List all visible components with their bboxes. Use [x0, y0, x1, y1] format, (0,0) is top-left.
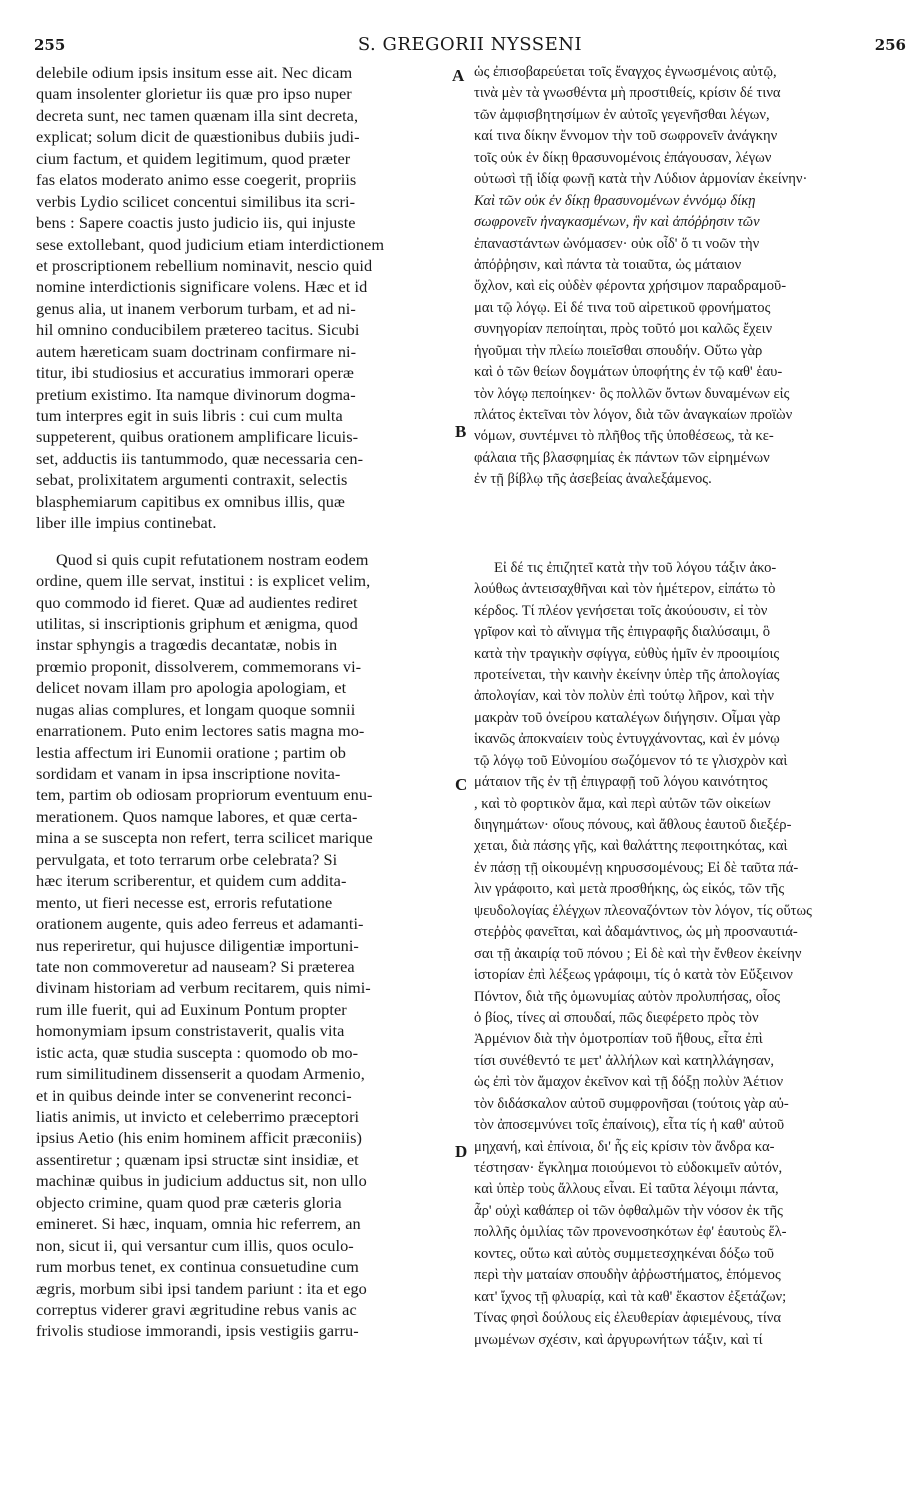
latin-line: nugas alias complures, et longam quoque somnii [36, 699, 356, 719]
latin-line: tem, partim ob odiosam propriorum eventuum enu- [36, 785, 373, 805]
greek-line: κοντες, οὕτω καὶ αὐτὸς συμμετεσχηκέναι δόξω τοῦ [474, 1245, 775, 1262]
latin-line: frivolis studiose immorandi, ipsis vestigiis garru- [36, 1321, 359, 1341]
greek-line: τὸν διδάσκαλον αὐτοῦ συμφρονῆσαι (τούτοις γὰρ αὐ- [474, 1095, 789, 1112]
section-marker-c: C [455, 775, 468, 794]
greek-line: λιν γράφοιτο, καὶ μετὰ προσθήκης, ὡς εἰκός, τῶν τῆς [474, 881, 785, 898]
greek-line: Τίνας φησὶ δούλους εἰς ἐλευθερίαν ἀφιεμένους, τίνα [474, 1310, 782, 1327]
latin-line: machinæ quibus in judicium adductus sit, non ullo [36, 1171, 367, 1191]
greek-line: τοῖς οὐκ ἐν δίκῃ θρασυνομένοις ἐπάγουσαν, λέγων [474, 149, 772, 166]
greek-line: μνωμένων σχέσιν, καὶ ἀργυρωνήτων τάξιν, καὶ τί [474, 1331, 763, 1348]
greek-line: γρῖφον καὶ τὸ αἴνιγμα τῆς ἐπιγραφῆς διαλύσαιμι, ὃ [474, 624, 771, 641]
latin-line: mina a se suscepta non refert, terra scilicet marique [36, 828, 373, 848]
latin-line: divinam historiam ad verbum recitarem, quis nimi- [36, 978, 371, 998]
latin-line: rum ille fuerit, qui ad Euxinum Pontum propter [36, 999, 347, 1019]
greek-line: σαι τῇ ἀκαιρίᾳ τοῦ πόνου ; Εἰ δὲ καὶ τὴν ἔνθεον ἐκείνην [474, 945, 802, 962]
latin-line: nus reperiretur, qui hujusce diligentiæ importuni- [36, 935, 359, 955]
latin-line: non, sicut ii, qui versantur cum illis, quos oculo- [36, 1235, 354, 1255]
latin-line: delicet novam illam pro apologia apologiam, et [36, 678, 347, 698]
running-title: S. GREGORII NYSSENI [357, 34, 583, 55]
greek-line: προτείνεται, τὴν καινὴν ἐκείνην ὑπὲρ τῆς ἀπολογίας [474, 666, 780, 683]
latin-line: suppeterent, quibus orationem amplificare licuis- [36, 427, 359, 447]
latin-line: merationem. Quos namque labores, et quæ certa- [36, 806, 358, 826]
greek-line: κέρδος. Τί πλέον γενήσεται τοῖς ἀκούουσιν, εἰ τὸν [474, 602, 768, 619]
latin-line: blasphemiarum capitibus ex omnibus illis, quæ [36, 491, 345, 511]
latin-line: verbis Lydio scilicet concentui similibus ita scri- [36, 191, 356, 211]
latin-line: pervulgata, et toto terrarum orbe celebrata? Si [36, 849, 338, 869]
latin-line: objecto crimine, quam quod præ cæteris gloria [36, 1192, 342, 1212]
latin-line: liatis animis, ut invicto et celeberrimo præceptori [36, 1107, 360, 1126]
latin-line: ordine, quem ille servat, institui : is explicet velim, [36, 571, 371, 591]
latin-line: utilitas, si inscriptionis griphum et ænigma, quod [36, 613, 358, 633]
latin-line: sebat, prolixitatem argumenti contraxit, selectis [36, 470, 348, 490]
latin-line: orationem augente, quis adeo ferreus et adamanti- [36, 914, 364, 934]
latin-line: et in quibus deinde inter se convenerint reconci- [36, 1085, 352, 1105]
greek-line: κατὰ τὴν τραγικὴν σφίγγα, εὐθὺς ἡμῖν ἐν προοιμίοις [474, 645, 780, 662]
greek-line: ἱκανῶς ἀποκναίειν τοὺς ἐντυγχάνοντας, καὶ ἐν μόνῳ [474, 731, 780, 748]
greek-line: ἀπόῤῥησιν, καὶ πάντα τὰ τοιαῦτα, ὡς μάταιον [474, 256, 742, 273]
latin-line: decreta sunt, nec tamen quænam illa sint decreta, [36, 105, 359, 125]
latin-line: bens : Sapere coactis justo judicio iis, qui injuste [36, 213, 356, 233]
latin-line: prœmio proponit, dissolverem, commemorans vi- [36, 656, 362, 676]
latin-line: mento, ut fieri necesse est, erroris refutatione [36, 892, 333, 912]
greek-line: ἀπολογίαν, καὶ τὸν πολὺν ἐπὶ τούτῳ λῆρον, καὶ τὴν [474, 688, 774, 705]
latin-line: rum similitudinem dissenserit a quodam Armenio, [36, 1064, 365, 1084]
latin-line: tate non commoveretur ad nauseam? Si præterea [36, 956, 355, 976]
latin-line: delebile odium ipsis insitum esse ait. Nec dicam [36, 63, 353, 82]
latin-line: cium factum, et quidem legitimum, quod præter [36, 148, 351, 168]
greek-line: ἐπαναστάντων ὠνόμασεν· οὐκ οἶδ' ὅ τι νοῶν τὴν [474, 235, 760, 252]
greek-line: πλάτος ἐκτεῖναι τὸν λόγον, διὰ τῶν ἀναγκαίων προϊὼν [474, 407, 793, 423]
greek-line: χεται, διὰ πάσης γῆς, καὶ θαλάττης πεφοιτηκότας, καὶ [474, 838, 788, 855]
running-header [34, 34, 906, 60]
latin-line: enarrationem. Puto enim lectores satis magna mo- [36, 721, 365, 741]
latin-line: et proscriptionem rebellium nominavit, nescio quid [36, 255, 373, 275]
greek-line: ψευδολογίας ἐλέγχων πλεοναζόντων τὸν λόγον, τίς οὕτως [474, 902, 812, 919]
latin-line: nomine interdictionis significare volens. Hæc et id [36, 277, 368, 297]
latin-line: pretium existimo. Ita namque divinorum dogma- [36, 384, 356, 404]
greek-line: διηγημάτων· οἵους πόνους, καὶ ἄθλους ἑαυτοῦ διεξέρ- [474, 817, 792, 833]
greek-line: νόμων, συντέμνει τὸ πλῆθος τῆς ὑποθέσεως, τὰ κε- [474, 428, 774, 445]
greek-line: τῷ λόγῳ τοῦ Εὐνομίου σωζόμενον τό τε γλισχρὸν καὶ [474, 752, 788, 769]
latin-line: autem hæreticam suam doctrinam confirmare ni- [36, 341, 357, 361]
latin-line: liber ille impius continebat. [36, 513, 217, 533]
greek-line: Πόντον, διὰ τῆς ὁμωνυμίας αὐτὸν προλυπήσας, οἷος [474, 988, 781, 1005]
greek-line: ἡγοῦμαι τὴν πλείω ποιεῖσθαι σπουδήν. Οὕτω γὰρ [474, 342, 763, 359]
greek-paragraph-1 [474, 62, 914, 491]
latin-line: hil omnino conducibilem prætereo tacitus. Sicubi [36, 320, 360, 340]
latin-paragraph-1 [36, 62, 450, 534]
greek-line: τίσι συνέθεντό τε μετ' ἀλλήλων καὶ κατηλλάγησαν, [474, 1052, 774, 1069]
latin-line: quo commodo id fieret. Quæ ad audientes rediret [36, 592, 358, 612]
greek-line: ἐν τῇ βίβλῳ τῆς ἀσεβείας ἀναλεξάμενος. [474, 471, 712, 488]
latin-line: assentiretur ; quænam ipsi structæ sint insidiæ, et [36, 1149, 359, 1169]
latin-line: sese extollebant, quod judicium etiam interdictionem [36, 234, 385, 254]
greek-line: ἆρ' οὐχὶ καθάπερ οἱ τῶν ὀφθαλμῶν τὴν νόσον ἐκ τῆς [474, 1202, 783, 1219]
latin-line: correptus viderer gravi ægritudine rebus vanis ac [36, 1299, 357, 1319]
latin-line: genus alia, ut inanem verborum turbam, et ad ni- [36, 298, 356, 318]
greek-line: μακρὰν τοῦ ὀνείρου καταλέγων διήγησιν. Οἶμαι γὰρ [474, 709, 781, 726]
greek-line: κατ' ἴχνος τῇ φλυαρίᾳ, καὶ τὰ καθ' ἕκαστον ἐξετάζων; [474, 1288, 787, 1305]
greek-line: ἱστορίαν ἐπὶ λέξεως γράφοιμι, τίς ὁ κατὰ τὸν Εὔξεινον [474, 967, 793, 984]
latin-line: rum morbus tenet, ex continua consuetudine cum [36, 1257, 359, 1277]
latin-line: homonymiam ipsum constristaverit, qualis vita [36, 1021, 345, 1041]
latin-line: titur, ibi studiosius et accuratius immorari operæ [36, 363, 354, 383]
latin-line: explicat; solum dicit de quæstionibus dubiis judi- [36, 127, 360, 147]
greek-line: Εἰ δέ τις ἐπιζητεῖ κατὰ τὴν τοῦ λόγου τάξιν ἀκο- [494, 559, 777, 576]
greek-column [474, 62, 914, 1351]
latin-line: instar sphyngis a tragœdis decantatæ, nobis in [36, 635, 338, 655]
latin-paragraph-2 [36, 549, 450, 1342]
latin-column [36, 62, 450, 1342]
greek-line: ὡς ἐπὶ τὸν ἄμαχον ἐκεῖνον καὶ τῇ δόξῃ πολὺν Ἀέτιον [474, 1074, 784, 1091]
section-marker-b: B [455, 422, 467, 441]
latin-line: istic acta, quæ studia suscepta : quomodo ob mo- [36, 1042, 359, 1062]
greek-line: ὁ βίος, τίνες αἱ σπουδαί, πῶς διεφέρετο πρὸς τὸν [474, 1009, 759, 1026]
latin-line: quam insolenter glorietur iis quæ pro ipso nuper [36, 84, 352, 104]
page-number-left: 255 [34, 36, 66, 54]
greek-paragraph-2 [474, 558, 914, 1351]
greek-line: περὶ τὴν ματαίαν σπουδὴν ἀῤῥωστήματος, ἑπόμενος [474, 1267, 781, 1284]
latin-line: sordidam et vanam in ipsa inscriptione novita- [36, 764, 341, 783]
section-marker-a: A [452, 66, 465, 85]
greek-line: μάταιον τῆς ἐν τῇ ἐπιγραφῇ τοῦ λόγου καινότητος [474, 774, 768, 791]
latin-line: tum interpres egit in suis libris : cui cum multa [36, 406, 343, 425]
greek-line: σωφρονεῖν ἠναγκασμένων, ἣν καὶ ἀπόῤῥησιν τῶν [474, 214, 760, 231]
greek-line: τῶν ἀμφισβητησίμων ἐν αὐτοῖς γεγενῆσθαι λέγων, [474, 106, 770, 123]
greek-line: τέστησαν· ἔγκλημα ποιούμενοι τὸ εὐδοκιμεῖν αὐτόν, [474, 1160, 783, 1176]
latin-line: Quod si quis cupit refutationem nostram eodem [56, 549, 369, 569]
greek-line: φάλαια τῆς βλασφημίας ἐκ πάντων τῶν εἰρημένων [474, 449, 770, 466]
latin-line: emineret. Si hæc, inquam, omnia hic referrem, an [36, 1214, 361, 1234]
greek-line: Ἀρμένιον διὰ τὴν ὁμοτροπίαν τοῦ ἤθους, εἶτα ἐπὶ [474, 1031, 763, 1048]
greek-line: καί τινα δίκην ἔννομον τὴν τοῦ σωφρονεῖν ἀνάγκην [474, 128, 778, 145]
greek-line: πολλῆς ὁμιλίας τῶν προνενοσηκότων ἐφ' ἑαυτοὺς ἕλ- [474, 1224, 787, 1241]
greek-line: ἐν πάσῃ τῇ οἰκουμένῃ κηρυσσομένους; Εἰ δὲ ταῦτα πά- [474, 859, 799, 876]
latin-line: lestia affectum iri Eunomii oratione ; partim ob [36, 742, 347, 762]
greek-line: , καὶ τὸ φορτικὸν ἅμα, καὶ περὶ αὐτῶν τῶν οἰκείων [474, 795, 771, 812]
latin-line: fas elatos moderato animo esse coegerit, propriis [36, 170, 357, 190]
greek-line: τὸν ἀποσεμνύνει τοῖς ἐπαίνοις), εἶτα τίς ἡ καθ' αὐτοῦ [474, 1117, 785, 1134]
latin-line: ægris, morbum sibi ipsi tandem pariunt : ita et ego [36, 1278, 367, 1298]
greek-line: τὸν λόγῳ πεποίηκεν· ὃς πολλῶν ὄντων δυναμένων εἰς [474, 385, 790, 402]
greek-line: οὑτωσὶ τῇ ἰδίᾳ φωνῇ κατὰ τὴν Λύδιον ἁρμονίαν ἐκείνην· [474, 171, 808, 188]
greek-line: στεῤῥὸς φανεῖται, καὶ ἀδαμάντινος, ὡς μὴ προσναυτιά- [474, 924, 798, 941]
greek-line: μαι τῷ λόγῳ. Εἰ δέ τινα τοῦ αἱρετικοῦ φρονήματος [474, 299, 771, 316]
greek-line: καὶ ὑπὲρ τοὺς ἄλλους εἶναι. Εἰ ταῦτα λέγοιμι πάντα, [474, 1181, 779, 1198]
greek-line: μηχανή, καὶ ἐπίνοια, δι' ἧς εἰς κρίσιν τὸν ἄνδρα κα- [474, 1138, 775, 1155]
latin-line: ipsius Aetio (his enim hominem afficit præconiis) [36, 1128, 362, 1148]
section-marker-d: D [455, 1142, 468, 1161]
greek-line: ὡς ἐπισοβαρεύεται τοῖς ἔναγχος ἐγνωσμένοις αὐτῷ, [474, 64, 777, 80]
greek-line: καὶ ὁ τῶν θείων δογμάτων ὑποφήτης ἐν τῷ καθ' ἑαυ- [474, 364, 783, 381]
page-number-right: 256 [874, 36, 906, 54]
latin-line: hæc iterum scriberentur, et quidem cum addita- [36, 871, 347, 891]
greek-line: συνηγορίαν πεποίηται, πρὸς τοῦτό μοι καλῶς ἔχειν [474, 321, 773, 338]
greek-line: ὄχλον, καὶ εἰς οὐδὲν φέροντα χρήσιμον παραδραμοῦ- [474, 278, 787, 295]
greek-line: τινὰ μὲν τὰ γνωσθέντα μὴ προστιθείς, κρίσιν δέ τινα [474, 85, 781, 102]
greek-line: Καὶ τῶν οὐκ ἐν δίκῃ θρασυνομένων ἐννόμῳ δίκῃ [474, 192, 756, 209]
greek-line: λούθως ἀντεισαχθῆναι καὶ τὸν ἡμέτερον, εἰπάτω τὸ [474, 581, 776, 598]
latin-line: set, adductis iis tantummodo, quæ necessaria cen- [36, 448, 364, 468]
